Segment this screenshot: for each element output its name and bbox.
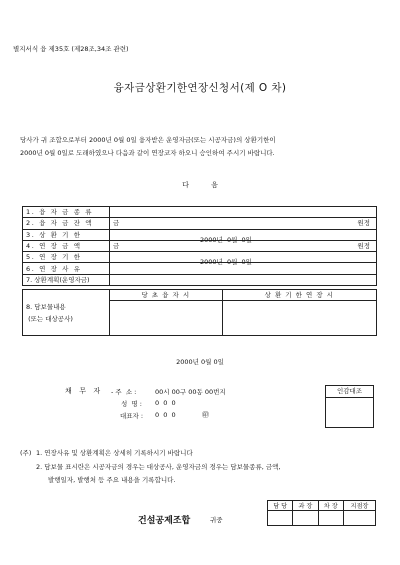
form-row-label: 7. 상환계획(운영자금)	[23, 274, 110, 285]
collateral-original-input[interactable]	[110, 301, 223, 336]
form-reference: 별지서식 융 제35호 (제28조,34조 관련)	[13, 45, 129, 53]
approval-signature-cell[interactable]	[343, 511, 375, 526]
form-row-label: 2. 융 자 금 잔 액	[23, 218, 110, 229]
form-row	[23, 263, 377, 274]
collateral-col-extension: 상 환 기 한 연 장 시	[222, 290, 376, 301]
approval-header: 담 당	[268, 501, 293, 511]
form-row-value[interactable]	[110, 207, 377, 218]
application-form-table	[22, 206, 377, 286]
form-row-unit: 원정	[357, 219, 370, 228]
approval-header: 지점장	[343, 501, 375, 511]
form-row-label: 4. 연 장 금 액	[23, 240, 110, 251]
note-2-line-1: 2. 담보물 표시란은 시공자금의 경우는 대상공사, 운영자금의 경우는 담보물종류, 금액,	[36, 463, 281, 471]
section-heading: 다 음	[182, 181, 218, 189]
form-row-value[interactable]	[110, 218, 377, 229]
form-row-value[interactable]	[110, 229, 377, 244]
approval-signature-cell[interactable]	[268, 511, 293, 526]
form-row	[23, 274, 377, 285]
form-row	[23, 218, 377, 229]
debtor-label: 채 무 자	[65, 387, 102, 395]
form-row-label: 1. 융 자 금 종 류	[23, 207, 110, 218]
notes-prefix: (주)	[20, 449, 32, 457]
form-row-value[interactable]	[110, 252, 377, 267]
approval-table	[267, 500, 376, 526]
document-title: 융자금상환기한연장신청서(제 O 차)	[113, 82, 287, 94]
approval-signature-cell[interactable]	[318, 511, 343, 526]
collateral-label-line-1: 8. 담보물내용	[26, 302, 66, 311]
form-row-label: 6. 연 장 사 유	[23, 263, 110, 274]
representative-value: 0 0 0	[155, 411, 176, 419]
address-label: - 주 소 :	[111, 388, 137, 396]
intro-line-2: 2000년 0월 0일로 도래하였으나 다음과 같이 연장코자 하오니 승인하여 주시기 바랍니다.	[20, 149, 275, 157]
form-row-value-text: 금	[113, 242, 120, 251]
form-row-value-text: 2000년 0월 0일	[200, 258, 252, 267]
intro-line-1: 당사가 귀 조합으로부터 2000년 0월 0일 융자받은 운영자금(또는 시공자금)의 상환기한이	[20, 136, 276, 144]
seal-comparison-box	[325, 385, 374, 428]
form-row	[23, 240, 377, 251]
application-date: 2000년 0월 0일	[176, 358, 224, 366]
approval-signature-cell[interactable]	[293, 511, 318, 526]
company-label: 성 명 :	[121, 400, 142, 408]
form-row-label: 5. 연 장 기 한	[23, 252, 110, 263]
approval-header: 차 장	[318, 501, 343, 511]
address-value: 00시 00구 00동 00번지	[155, 388, 226, 396]
form-row-unit: 원정	[357, 242, 370, 251]
collateral-extension-input[interactable]	[222, 301, 376, 336]
collateral-label	[23, 290, 110, 336]
note-2-line-2: 발행일자, 발행처 등 주요 내용을 기록합니다.	[48, 476, 176, 484]
form-row-value[interactable]	[110, 263, 377, 274]
seal-comparison-label: 인감대조	[326, 386, 373, 398]
recipient-name: 건설공제조합	[138, 516, 191, 526]
form-row-value-text: 금	[113, 219, 120, 228]
form-row	[23, 229, 377, 240]
form-row-value-text: 2000년 0월 0일	[200, 235, 252, 244]
collateral-table	[22, 289, 377, 336]
company-value: 0 0 0	[155, 399, 176, 407]
approval-header: 과 장	[293, 501, 318, 511]
recipient-suffix: 귀중	[210, 516, 223, 524]
seal-mark-icon: ㊞	[202, 411, 209, 419]
form-row	[23, 207, 377, 218]
note-1: 1. 연장사유 및 상환계획은 상세히 기록하시기 바랍니다	[36, 449, 193, 457]
form-row	[23, 252, 377, 263]
collateral-label-line-2: (또는 대상공사)	[28, 314, 73, 323]
form-row-value[interactable]	[110, 240, 377, 251]
form-row-label: 3. 상 환 기 한	[23, 229, 110, 240]
collateral-col-original: 당 초 융 자 시	[110, 290, 223, 301]
representative-label: 대표자 :	[120, 412, 144, 420]
form-row-value[interactable]	[110, 274, 377, 285]
